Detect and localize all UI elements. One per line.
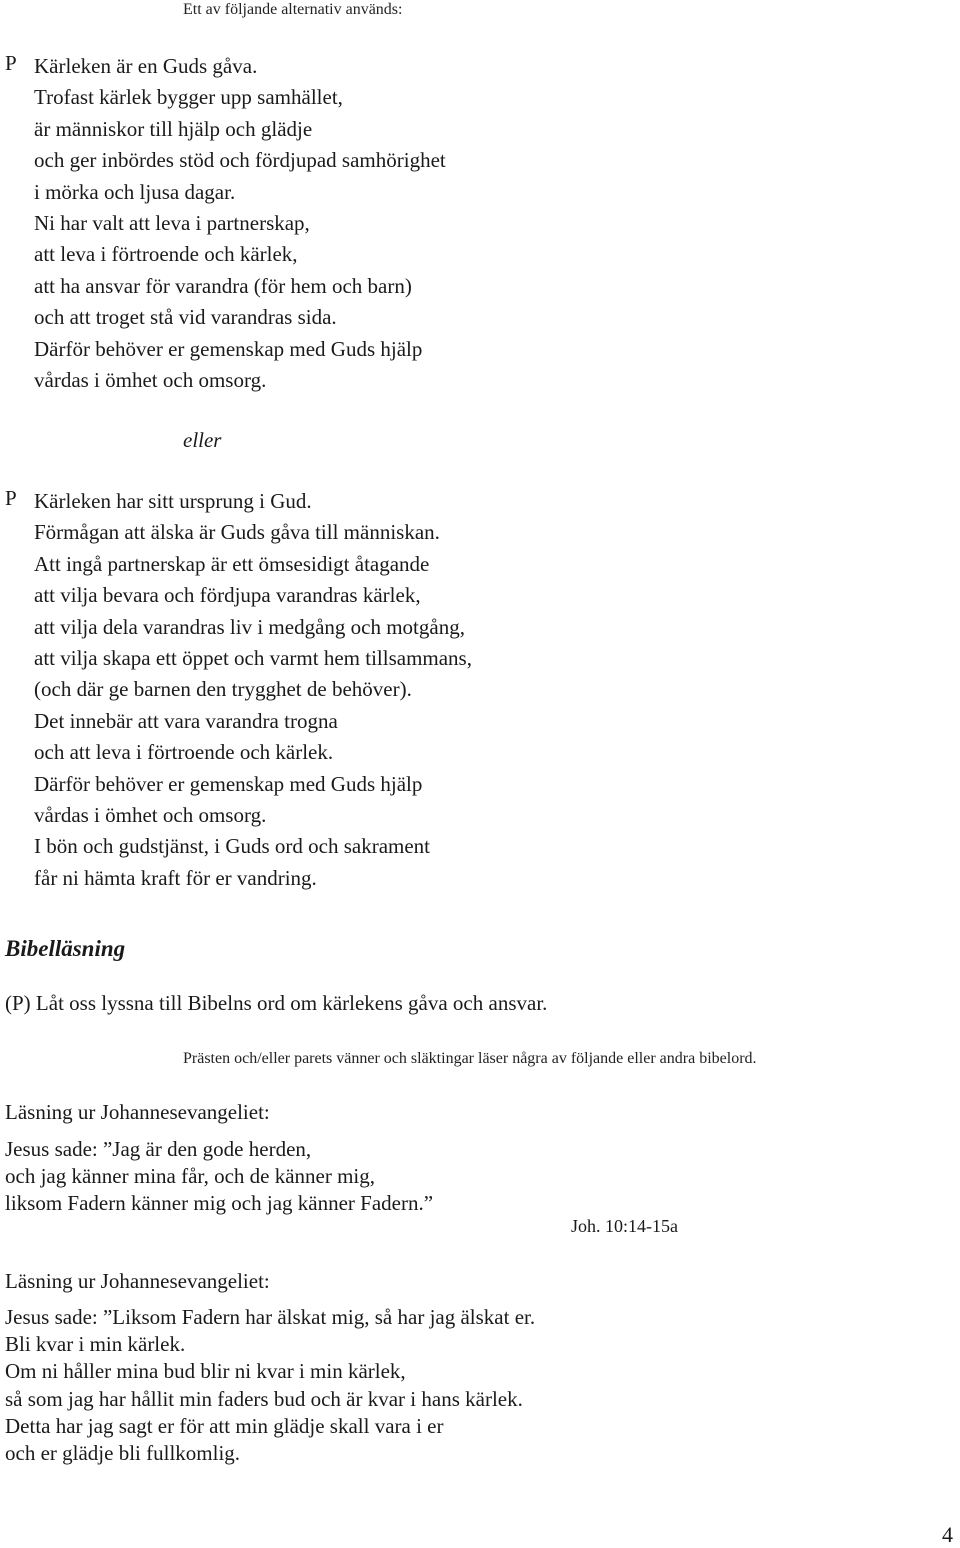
- text-line: så som jag har hållit min faders bud och är kvar i hans kärlek.: [5, 1386, 523, 1411]
- text-line: att vilja skapa ett öppet och varmt hem tillsammans,: [34, 645, 472, 670]
- text-line: i mörka och ljusa dagar.: [34, 179, 236, 204]
- text-line: Bli kvar i min kärlek.: [5, 1332, 186, 1357]
- rubric-alternatives: Ett av följande alternativ används:: [183, 1, 403, 18]
- text-line: och er glädje bli fullkomlig.: [5, 1440, 241, 1465]
- rubric-readings: Prästen och/eller parets vänner och släktingar läser några av följande eller andra bibelord.: [183, 1050, 757, 1067]
- text-line: att vilja dela varandras liv i medgång och motgång,: [34, 614, 465, 639]
- reading-1-text: [5, 1136, 433, 1218]
- reading-intro: (P) Låt oss lyssna till Bibelns ord om kärlekens gåva och ansvar.: [5, 991, 548, 1015]
- text-line: och att troget stå vid varandras sida.: [34, 305, 337, 330]
- text-line: att leva i förtroende och kärlek,: [34, 242, 298, 267]
- text-line: Om ni håller mina bud blir ni kvar i min kärlek,: [5, 1359, 406, 1384]
- text-line: och jag känner mina får, och de känner mig,: [5, 1164, 376, 1189]
- text-line: (och där ge barnen den trygghet de behöver).: [34, 677, 412, 702]
- text-line: vårdas i ömhet och omsorg.: [34, 802, 267, 827]
- separator-eller: eller: [183, 428, 222, 452]
- text-line: liksom Fadern känner mig och jag känner Fadern.”: [5, 1191, 434, 1216]
- text-line: Det innebär att vara varandra trogna: [34, 708, 338, 733]
- option-2-text: [34, 486, 472, 894]
- speaker-marker-p: P: [5, 486, 17, 510]
- reading-1-title: Läsning ur Johannesevangeliet:: [5, 1100, 270, 1124]
- text-line: Förmågan att älska är Guds gåva till människan.: [34, 520, 440, 545]
- text-line: Därför behöver er gemenskap med Guds hjälp: [34, 336, 423, 361]
- text-line: Kärleken är en Guds gåva.: [34, 54, 258, 78]
- reading-2-title: Läsning ur Johannesevangeliet:: [5, 1269, 270, 1293]
- text-line: får ni hämta kraft för er vandring.: [34, 865, 317, 890]
- text-line: Jesus sade: ”Liksom Fadern har älskat mig, så har jag älskat er.: [5, 1305, 536, 1329]
- text-line: vårdas i ömhet och omsorg.: [34, 367, 267, 392]
- text-line: Trofast kärlek bygger upp samhället,: [34, 85, 343, 110]
- text-line: att ha ansvar för varandra (för hem och barn): [34, 273, 412, 298]
- text-line: Ni har valt att leva i partnerskap,: [34, 210, 310, 235]
- option-1-text: [34, 51, 446, 396]
- text-line: Kärleken har sitt ursprung i Gud.: [34, 489, 312, 513]
- page-number: 4: [942, 1522, 953, 1547]
- text-line: Jesus sade: ”Jag är den gode herden,: [5, 1137, 312, 1161]
- section-heading: Bibelläsning: [5, 936, 126, 961]
- text-line: och ger inbördes stöd och fördjupad samhörighet: [34, 148, 446, 173]
- text-line: Att ingå partnerskap är ett ömsesidigt åtagande: [34, 551, 430, 576]
- text-line: Detta har jag sagt er för att min glädje skall vara i er: [5, 1413, 444, 1438]
- text-line: och att leva i förtroende och kärlek.: [34, 740, 334, 765]
- reading-2-text: [5, 1304, 535, 1467]
- text-line: att vilja bevara och fördjupa varandras kärlek,: [34, 583, 421, 608]
- speaker-marker-p: P: [5, 51, 17, 75]
- text-line: I bön och gudstjänst, i Guds ord och sakrament: [34, 834, 431, 859]
- text-line: är människor till hjälp och glädje: [34, 116, 313, 141]
- bible-reference: Joh. 10:14-15a: [571, 1216, 678, 1236]
- text-line: Därför behöver er gemenskap med Guds hjälp: [34, 771, 423, 796]
